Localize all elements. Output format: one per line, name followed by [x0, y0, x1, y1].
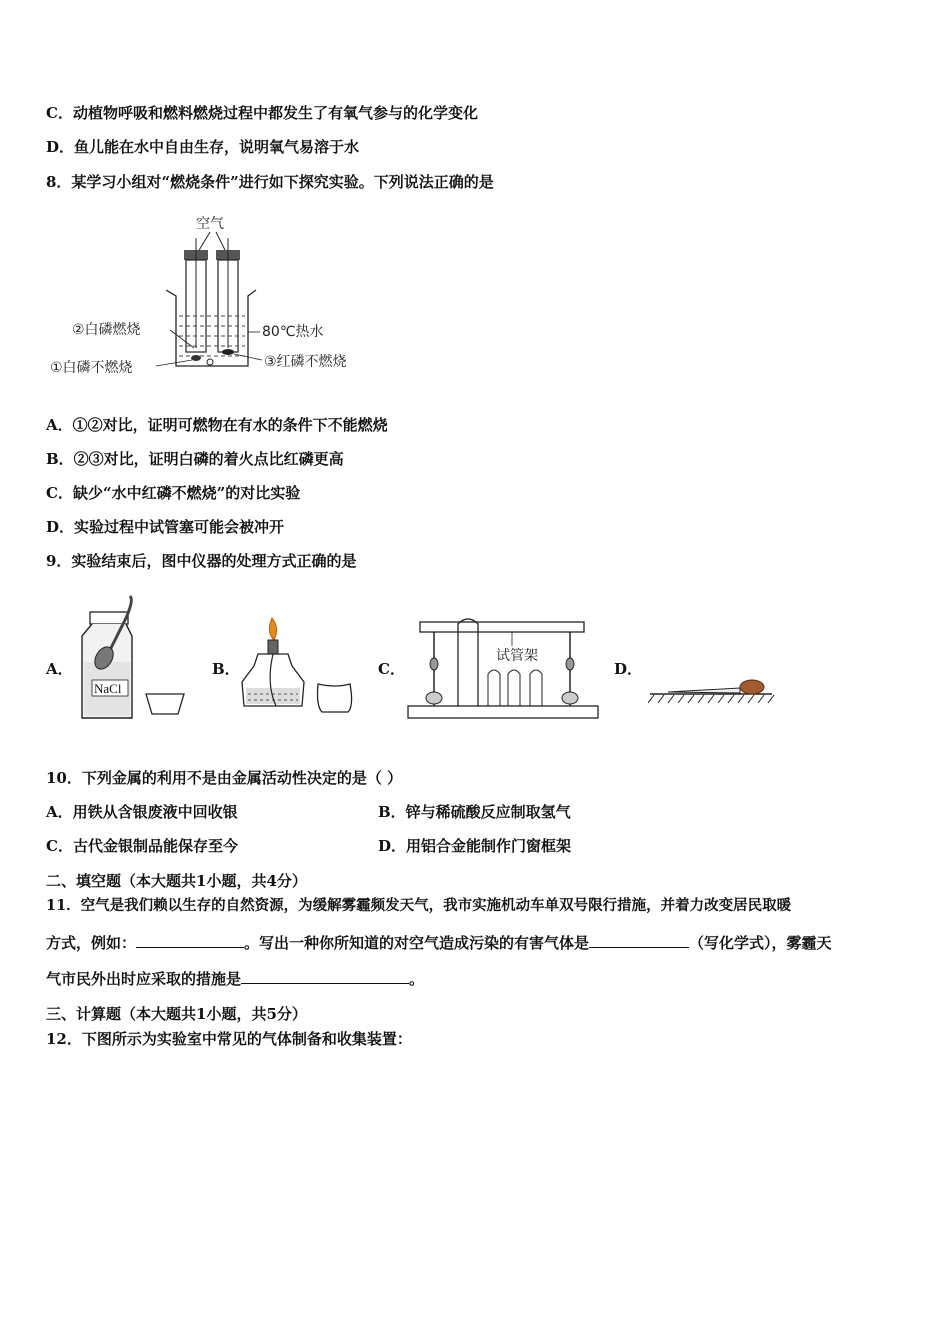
q10-stem: 10．下列金属的利用不是由金属活动性决定的是（ ）	[46, 769, 403, 787]
q11-line3	[46, 968, 424, 989]
rack-top	[420, 622, 584, 632]
dropper-figure	[648, 674, 778, 708]
q10-option-c: C．古代金银制品能保存至今	[46, 837, 238, 855]
air-label: 空气	[196, 216, 224, 232]
q10-option-a: A．用铁从含银废液中回收银	[46, 803, 238, 821]
nacl-label: NaCl	[94, 681, 122, 696]
q11-line2-b: 。写出一种你所知道的对空气造成污染的有害气体是	[244, 934, 590, 952]
alcohol-lamp-figure	[236, 614, 366, 718]
test-tube-rack-figure	[404, 614, 604, 720]
red-no-burn-label: ③红磷不燃烧	[264, 354, 347, 370]
q9-label-a: A．	[46, 660, 73, 678]
q11-blank-gas[interactable]	[589, 933, 689, 948]
q8-option-b: B．②③对比，证明白磷的着火点比红磷更高	[46, 450, 344, 468]
q11-blank-heating[interactable]	[136, 933, 244, 948]
q8-option-c: C．缺少“水中红磷不燃烧”的对比实验	[46, 484, 301, 502]
red-phosphorus	[222, 349, 234, 355]
q11-blank-measure[interactable]	[241, 969, 409, 984]
q8-option-d: D．实验过程中试管塞可能会被冲开	[46, 518, 285, 536]
q8-option-a: A．①②对比，证明可燃物在有水的条件下不能燃烧	[46, 416, 388, 434]
white-no-burn-label: ①白磷不燃烧	[50, 360, 133, 376]
lamp-cap	[318, 684, 352, 712]
beaker	[166, 290, 256, 366]
q8-stem: 8．某学习小组对“燃烧条件”进行如下探究实验。下列说法正确的是	[46, 173, 494, 191]
dropper-bulb	[740, 680, 764, 694]
flame-icon	[269, 618, 276, 640]
q9-stem: 9．实验结束后，图中仪器的处理方式正确的是	[46, 552, 357, 570]
rack-label: 试管架	[496, 648, 538, 664]
q10-option-b: B．锌与稀硫酸反应制取氢气	[378, 803, 571, 821]
evaporating-dish	[146, 694, 184, 714]
q7-option-c: C．动植物呼吸和燃料燃烧过程中都发生了有氧气参与的化学变化	[46, 104, 478, 122]
section-calc-heading: 三、计算题（本大题共1小题，共5分）	[46, 1005, 307, 1023]
q11-line2	[46, 932, 832, 953]
reagent-bottle-figure	[74, 592, 204, 722]
white-burn-label: ②白磷燃烧	[72, 322, 141, 338]
q7-option-d: D．鱼儿能在水中自由生存，说明氧气易溶于水	[46, 138, 360, 156]
combustion-experiment-figure	[44, 208, 384, 383]
q9-label-b: B．	[212, 660, 240, 678]
q11-line2-a: 方式，例如：	[46, 934, 137, 952]
q11-line3-b: 。	[409, 970, 425, 988]
q11-line2-c: （写化学式），雾霾天	[689, 934, 832, 952]
q11-line1: 11．空气是我们赖以生存的自然资源，为缓解雾霾频发天气，我市实施机动车单双号限行措施，并着力改变居民取暖	[46, 897, 792, 914]
q9-label-c: C．	[378, 660, 405, 678]
q12-stem: 12．下图所示为实验室中常见的气体制备和收集装置：	[46, 1030, 412, 1048]
hot-water-label: 80℃热水	[262, 324, 324, 340]
q10-option-d: D．用铝合金能制作门窗框架	[378, 837, 572, 855]
q9-label-d: D．	[614, 660, 643, 678]
q11-line3-a: 气市民外出时应采取的措施是	[46, 970, 242, 988]
section-fill-in-heading: 二、填空题（本大题共1小题，共4分）	[46, 872, 307, 890]
white-phosphorus-underwater	[191, 355, 201, 361]
rack-base	[408, 706, 598, 718]
